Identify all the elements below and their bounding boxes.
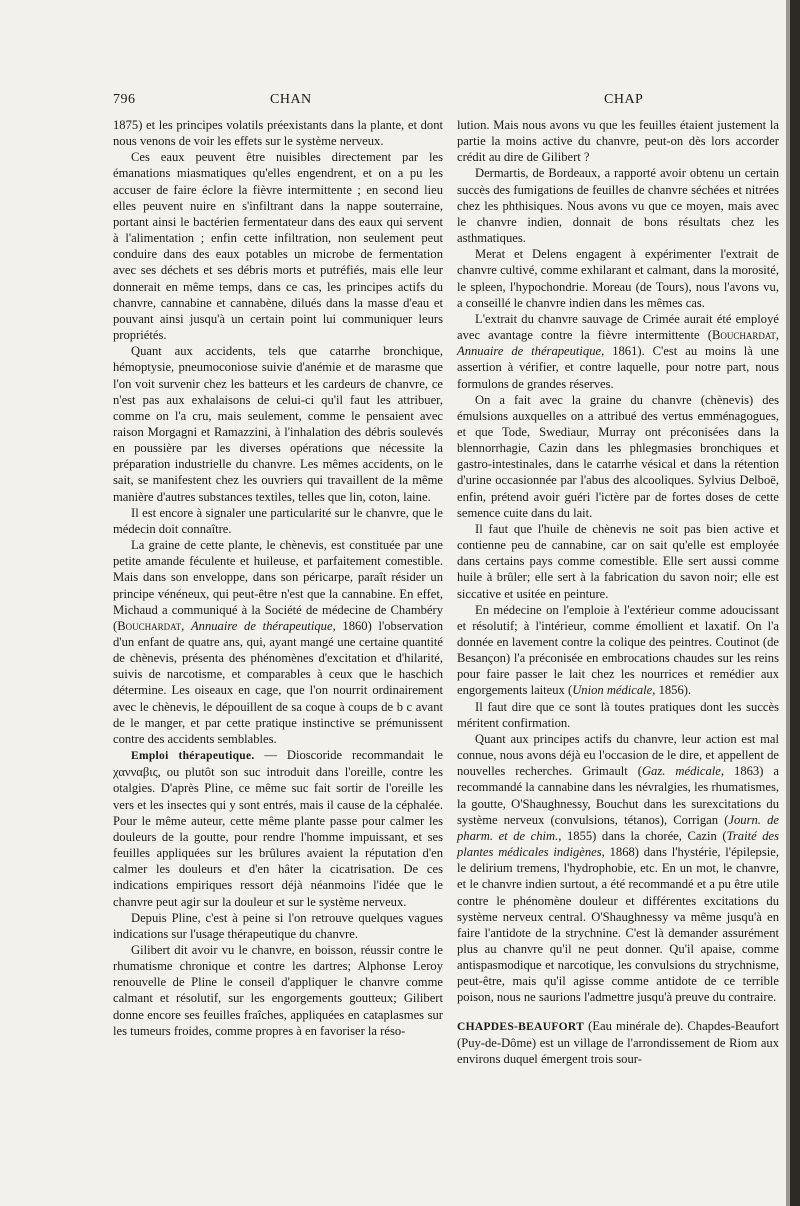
scan-edge — [790, 0, 800, 1206]
paragraph: Emploi thérapeutique. — Dioscoride recommandait le χανναβις, ou plutôt son suc introduit dans l'oreille, contre les otalgies. D'après Pline, ce même suc fait sortir de l'oreille les vers et les insectes qui y sont entrés, mais il cause de la céphalée. Pour le même auteur, cette même plante passe pour calmer les douleurs de la goutte, pour rendre l'homme impuissant, et ses feuilles appliquées sur les brûlures avaient la réputation d'en calmer les douleurs et d'en hâter la cicatrisation. De ces indications empiriques ressort déjà néanmoins l'idée que le chanvre peut agir sur la douleur et sur le système nerveux. — [113, 748, 443, 909]
journal-title: Annuaire de thérapeutique — [457, 344, 602, 359]
paragraph: lution. Mais nous avons vu que les feuilles étaient justement la partie la moins active du chanvre, peut-on dès lors accorder crédit au dire de Gilibert ? — [457, 118, 779, 165]
paragraph: Dermartis, de Bordeaux, a rapporté avoir obtenu un certain succès des fumigations de feuilles de chanvre séchées et nitrées chez les phthisiques. Nous avons vu que ce moyen, mais avec le chanvre indien, donnait de bons résultats chez les asthmatiques. — [457, 166, 779, 246]
left-running-title: CHAN — [270, 92, 312, 107]
entry-headword: CHAPDES-BEAUFORT — [457, 1020, 585, 1033]
paragraph: Il faut que l'huile de chènevis ne soit pas bien active et contienne peu de cannabine, car on sait qu'elle est employée dans certains pays comme comestible. Elle sert aussi comme huile à brûler; elle sert à la fabrication du savon noir; elle est siccative et usitée en peinture. — [457, 521, 779, 601]
author-citation: Bouchardat — [711, 328, 776, 343]
paragraph: Merat et Delens engagent à expérimenter l'extrait de chanvre cultivé, comme exhilarant et calmant, dans la morosité, le spleen, l'hypochondrie. Moreau (de Tours), nous l'avons vu, a conseillé le chanvre indien dans les mêmes cas. — [457, 247, 779, 310]
paragraph: Ces eaux peuvent être nuisibles directement par les émanations miasmatiques qu'elles engendrent, et on a pu les accuser de faire éclore la fièvre intermittente ; en second lieu elles peuvent nuire en s'infiltrant dans la nappe souterraine, portant ainsi le bactérien fermentateur dans des eaux qui servent à l'alimentation ; enfin cette infiltration, non seulement peut conduire dans des eaux potables un microbe de fermentation avec ses déchets et ses débris morts et putréfiés, mais elle leur donnerait en même temps, dans ce cas, les principes actifs du chanvre, cannabine et cannabène, dilués dans la masse d'eau et pouvant ainsi jusqu'à un certain point lui communiquer leurs propriétés. — [113, 150, 443, 343]
entry-paragraph: CHAPDES-BEAUFORT (Eau minérale de). Chapdes-Beaufort (Puy-de-Dôme) est un village de l'arrondissement de Riom aux environs duquel émergent trois sour- — [457, 1018, 779, 1066]
left-column — [113, 117, 443, 1039]
author-citation: Bouchardat — [117, 618, 182, 633]
journal-title: Journ. de pharm. et de chim. — [457, 812, 779, 843]
paragraph: La graine de cette plante, le chènevis, est constituée par une petite amande féculente et huileuse, et parfaitement comestible. Mais dans son enveloppe, dans son péricarpe, paraît résider un principe vénéneux, qui peut-être n'est que la cannabine. En effet, Michaud a communiqué à la Société de médecine de Chambéry (Bouchardat, Annuaire de thérapeutique, 1860) l'observation d'un enfant de quatre ans, qui, ayant mangé une certaine quantité de chènevis, présenta des phénomènes d'excitation et d'hilarité, suivis de narcotisme, et comparables à ceux que le haschich détermine. Les oiseaux en cage, que l'on nourrit ordinairement avec le chènevis, le dépouillent de sa coque à coups de b c avant de le manger, et par cette pratique instinctive se prémunissent contre des accidents semblables. — [113, 538, 443, 746]
paragraph: Il faut dire que ce sont là toutes pratiques dont les succès méritent confirmation. — [457, 699, 779, 730]
paragraph: L'extrait du chanvre sauvage de Crimée aurait été employé avec avantage contre la fièvre intermittente (Bouchardat, Annuaire de thérapeutique, 1861). C'est au moins là une assertion à vérifier, et contre laquelle, pour notre part, nous formulons de grandes réserves. — [457, 311, 779, 391]
section-heading: Emploi thérapeutique. — [131, 750, 255, 763]
journal-title: Union médicale — [572, 683, 653, 698]
paragraph: Quant aux accidents, tels que catarrhe bronchique, hémoptysie, pneumoconiose suivie d'anémie et de marasme que l'on voit survenir chez les batteurs et les cardeurs de chanvre, ce n'est pas aux exhalaisons de celui-ci qu'il faut les attribuer, comme on l'a cru, mais seulement, comme le pensaient avec raison Morgagni et Ramazzini, à l'inhalation des débris soulevés en poussière par les diverses opérations que nécessite la préparation industrielle du chanvre. Les mêmes accidents, on le sait, se manifestent chez les ouvriers qui travaillent de la même manière d'autres substances textiles, telles que lin, coton, laine. — [113, 344, 443, 504]
running-head — [0, 92, 800, 112]
right-column — [457, 117, 779, 1067]
paragraph: On a fait avec la graine du chanvre (chènevis) des émulsions auxquelles on a attribué des vertus emménagogues, et que Tode, Swediaur, Murray ont préconisées dans la blennorrhagie, Cazin dans les phlegmasies bronchiques et gastro-intestinales, dans le catarrhe vésical et dans la rétention d'urine occasionnée par l'abus des alcooliques. Sylvius Delboë, enfin, prétend avoir guéri l'ictère par de fortes doses de cette semence cuite dans du lait. — [457, 392, 779, 520]
paragraph: Il est encore à signaler une particularité sur le chanvre, que le médecin doit connaître. — [113, 505, 443, 536]
right-running-title: CHAP — [604, 92, 644, 107]
paragraph: Depuis Pline, c'est à peine si l'on retrouve quelques vagues indications sur l'usage thérapeutique du chanvre. — [113, 910, 443, 941]
book-title: Traité des plantes médicales indigènes — [457, 828, 780, 860]
journal-title: Annuaire de thérapeutique — [190, 618, 333, 633]
journal-title: Gaz. médicale — [641, 764, 721, 779]
page-number: 796 — [113, 92, 136, 107]
paragraph: Quant aux principes actifs du chanvre, leur action est mal connue, nous avons déjà eu l'occasion de le dire, et appellent de nouvelles recherches. Grimault (Gaz. médicale, 1863) a recommandé la cannabine dans les névralgies, les rhumatismes, la goutte, O'Shaughnessy, Bouchut dans les surexcitations du système nerveux (convulsions, tétanos), Corrigan (Journ. de pharm. et de chim., 1855) dans la chorée, Cazin (Traité des plantes médicales indigènes, 1868) dans l'hystérie, l'épilepsie, le delirium tremens, l'hydrophobie, etc. En un mot, le chanvre, et le chanvre indien surtout, a été recommandé et a pu être utile contre le phénomène douleur et différentes excitations du système nerveux central. O'Shaughnessy va même jusqu'à en faire l'antidote de la strychnine. C'est là demander assurément plus au chanvre qu'il ne peut donner. Qu'il apaise, comme antispasmodique et narcotique, les convulsions du strychnisme, peut-être, mais qu'il agisse comme antidote de ce terrible poison, nous ne saurions l'admettre jusqu'à preuve du contraire. — [457, 731, 780, 1005]
paragraph: 1875) et les principes volatils préexistants dans la plante, et dont nous venons de voir les effets sur le système nerveux. — [113, 118, 443, 149]
paragraph: En médecine on l'emploie à l'extérieur comme adoucissant et résolutif; à l'intérieur, comme émollient et laxatif. On l'a donnée en lavement contre la colique des peintres. Coutinot (de Besançon) l'a préconisée en embrocations chaudes sur les reins pour faire passer le lait chez les nourrices et remédier aux engorgements laiteux (Union médicale, 1856). — [457, 602, 779, 698]
paragraph: Gilibert dit avoir vu le chanvre, en boisson, réussir contre le rhumatisme chronique et contre les dartres; Alphonse Leroy renouvelle de Pline le conseil d'appliquer le chanvre comme calmant et résolutif, sur les engorgements goutteux; Gilibert donne encore ses feuilles fraîches, appliquées en cataplasmes sur les tumeurs froides, comme propres à en favoriser la réso- — [113, 942, 443, 1038]
